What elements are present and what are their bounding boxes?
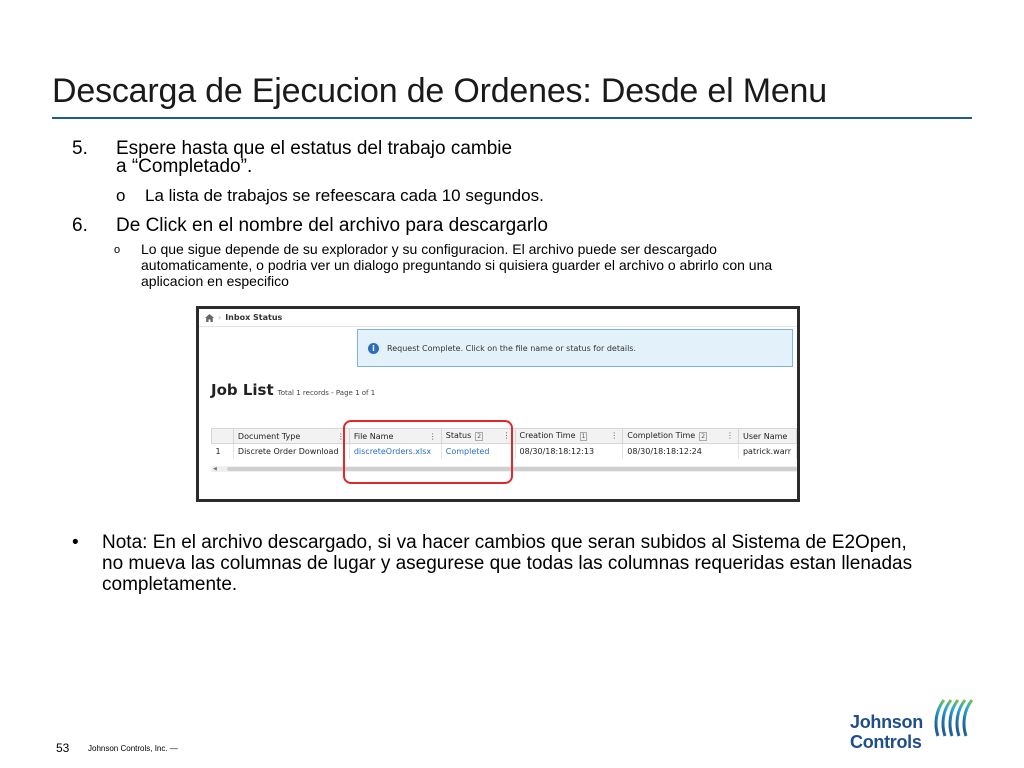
request-complete-alert bbox=[357, 329, 793, 367]
column-menu-icon[interactable]: ⋮ bbox=[502, 431, 511, 440]
column-label: File Name bbox=[353, 431, 394, 441]
page-number: 53 bbox=[56, 741, 70, 755]
job-list-subtitle: Total 1 records - Page 1 of 1 bbox=[277, 389, 376, 397]
breadcrumb-divider bbox=[199, 326, 797, 327]
footer-company: Johnson Controls, Inc. — bbox=[88, 744, 178, 753]
step-6-sub-line1: Lo que sigue depende de su explorador y su configuracion. El archivo puede ser descargado bbox=[141, 241, 717, 257]
step-5-line1: Espere hasta que el estatus del trabajo cambie bbox=[116, 138, 513, 159]
column-label: Status bbox=[445, 431, 472, 440]
column-header-index bbox=[212, 429, 234, 444]
alert-text: Request Complete. Click on the file name or status for details. bbox=[387, 343, 637, 353]
status-link[interactable]: Completed bbox=[441, 444, 515, 460]
cell-document-type: Discrete Order Download bbox=[233, 444, 349, 460]
column-header-user-name[interactable] bbox=[738, 429, 796, 444]
highlight-box bbox=[343, 420, 513, 484]
column-menu-icon[interactable]: ⋮ bbox=[428, 431, 437, 441]
column-header-document-type[interactable] bbox=[233, 429, 349, 444]
info-icon: i bbox=[368, 343, 379, 354]
step-5 bbox=[72, 138, 513, 177]
column-menu-icon[interactable]: ⋮ bbox=[336, 431, 345, 441]
step-5-sub-text: La lista de trabajos se refeescara cada 10 segundos. bbox=[145, 186, 544, 205]
step-5-number: 5. bbox=[72, 138, 88, 159]
column-header-completion-time[interactable] bbox=[623, 429, 739, 444]
column-label: Creation Time bbox=[519, 431, 576, 440]
step-5-line2: a “Completado”. bbox=[116, 156, 253, 177]
column-label: Document Type bbox=[237, 431, 301, 441]
step-5-sub-marker: o bbox=[116, 186, 126, 205]
note-bullet: • bbox=[72, 532, 79, 553]
sort-order-badge: 1 bbox=[581, 433, 586, 440]
title-divider bbox=[52, 117, 972, 119]
breadcrumb-label[interactable]: Inbox Status bbox=[225, 313, 283, 322]
breadcrumb bbox=[205, 313, 282, 322]
step-6 bbox=[72, 215, 548, 236]
logo-word-johnson: Johnson bbox=[850, 712, 923, 732]
note-text: Nota: En el archivo descargado, si va hacer cambios que seran subidos al Sistema de E2Open, no mueva las columnas de lugar y asegurese que todas las columnas requeridas estan llenadas completamente. bbox=[102, 532, 913, 595]
breadcrumb-separator: › bbox=[218, 313, 222, 322]
logo-mark-icon bbox=[932, 696, 974, 740]
job-list-heading bbox=[211, 381, 375, 399]
cell-creation-time: 08/30/18:18:12:13 bbox=[515, 444, 623, 460]
sort-order-badge: 2 bbox=[701, 433, 706, 440]
step-6-number: 6. bbox=[72, 215, 88, 236]
column-menu-icon[interactable]: ⋮ bbox=[725, 431, 734, 440]
cell-user-name: patrick.warr bbox=[738, 444, 796, 460]
column-header-creation-time[interactable] bbox=[515, 429, 623, 444]
slide-title: Descarga de Ejecucion de Ordenes: Desde el Menu bbox=[52, 72, 827, 110]
logo-word-controls: Controls bbox=[850, 732, 922, 752]
johnson-controls-logo bbox=[846, 696, 976, 756]
home-icon[interactable] bbox=[205, 314, 214, 322]
step-6-line1: De Click en el nombre del archivo para descargarlo bbox=[116, 215, 548, 236]
column-label: Completion Time bbox=[627, 431, 696, 440]
step-6-sub-line3: aplicacion en especifico bbox=[141, 273, 289, 289]
step-6-sub-line2: automaticamente, o podria ver un dialogo preguntando si quisiera guarder el archivo o abrirlo con una bbox=[141, 257, 773, 273]
row-index: 1 bbox=[212, 444, 234, 460]
job-list-title: Job List bbox=[211, 381, 274, 399]
cell-completion-time: 08/30/18:18:12:24 bbox=[623, 444, 739, 460]
step-6-sub-marker: o bbox=[114, 244, 121, 256]
sort-order-badge: 2 bbox=[477, 433, 482, 440]
file-name-link[interactable]: discreteOrders.xlsx bbox=[349, 444, 441, 460]
column-label: User Name bbox=[742, 431, 788, 441]
column-menu-icon[interactable]: ⋮ bbox=[610, 431, 619, 440]
scroll-left-icon[interactable]: ◀ bbox=[213, 466, 217, 472]
